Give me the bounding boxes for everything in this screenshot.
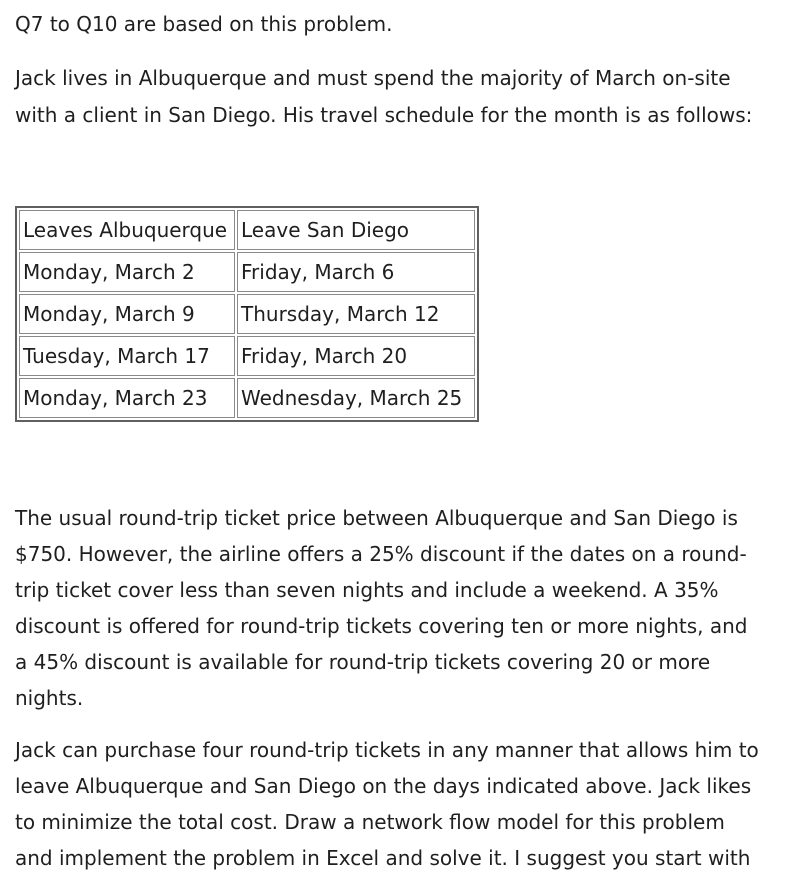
- table-cell-depart: Tuesday, March 17: [19, 336, 235, 376]
- table-cell-return: Wednesday, March 25: [237, 378, 475, 418]
- table-cell-depart: Monday, March 23: [19, 378, 235, 418]
- paragraph-line: Jack lives in Albuquerque and must spend the majority of March on-site: [15, 66, 731, 90]
- paragraph-line: trip ticket cover less than seven nights and include a weekend. A 35%: [15, 578, 719, 602]
- table-row: [19, 252, 475, 292]
- pricing-paragraph: [15, 500, 796, 716]
- schedule-paragraph: [15, 60, 796, 134]
- paragraph-line: a 45% discount is available for round-trip tickets covering 20 or more: [15, 650, 711, 674]
- table-cell-depart: Monday, March 2: [19, 252, 235, 292]
- paragraph-line: Jack can purchase four round-trip tickets in any manner that allows him to: [15, 738, 759, 762]
- travel-schedule-table: [15, 206, 479, 422]
- paragraph-line: $750. However, the airline offers a 25% discount if the dates on a round-: [15, 542, 747, 566]
- table-row: [19, 294, 475, 334]
- table-cell-depart: Monday, March 9: [19, 294, 235, 334]
- intro-heading: Q7 to Q10 are based on this problem.: [15, 12, 393, 36]
- table-cell-return: Thursday, March 12: [237, 294, 475, 334]
- paragraph-line: and implement the problem in Excel and solve it. I suggest you start with: [15, 846, 751, 870]
- task-paragraph: [15, 732, 796, 876]
- paragraph-line: leave Albuquerque and San Diego on the days indicated above. Jack likes: [15, 774, 752, 798]
- table-row: [19, 378, 475, 418]
- paragraph-line: with a client in San Diego. His travel schedule for the month is as follows:: [15, 103, 753, 127]
- table-cell-return: Friday, March 6: [237, 252, 475, 292]
- header-cell-leaves-albuquerque: Leaves Albuquerque: [19, 210, 235, 250]
- header-cell-leave-san-diego: Leave San Diego: [237, 210, 475, 250]
- paragraph-line: nights.: [15, 686, 84, 710]
- table-cell-return: Friday, March 20: [237, 336, 475, 376]
- paragraph-line: discount is offered for round-trip tickets covering ten or more nights, and: [15, 614, 748, 638]
- paragraph-line: to minimize the total cost. Draw a network flow model for this problem: [15, 810, 725, 834]
- table-header-row: [19, 210, 475, 250]
- paragraph-line: The usual round-trip ticket price between Albuquerque and San Diego is: [15, 506, 738, 530]
- table-row: [19, 336, 475, 376]
